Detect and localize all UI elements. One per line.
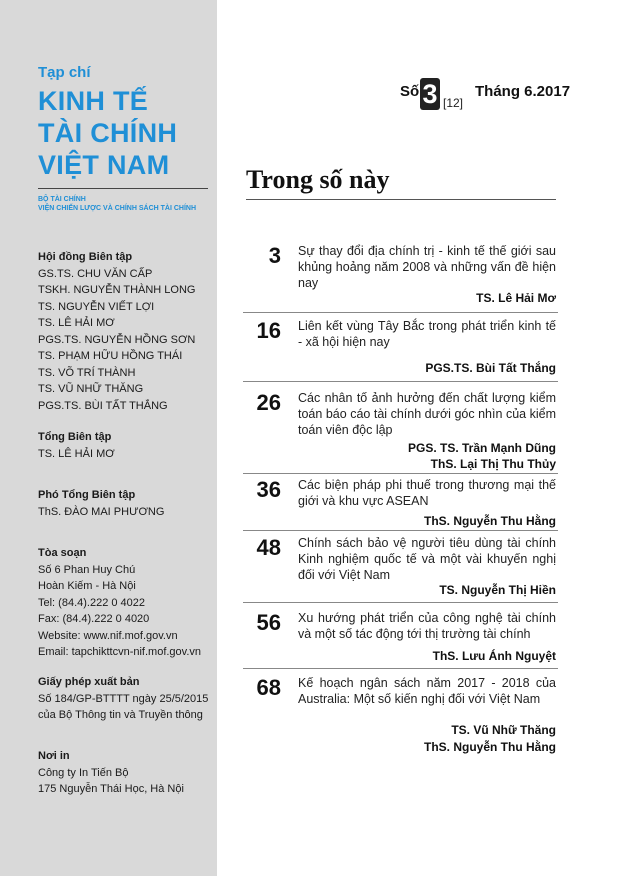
license-line: của Bộ Thông tin và Truyền thông bbox=[38, 709, 203, 721]
toc-author: PGS. TS. Trần Mạnh Dũng bbox=[407, 441, 556, 455]
toc-page-number: 36 bbox=[256, 477, 281, 502]
org-institute: VIỆN CHIẾN LƯỢC VÀ CHÍNH SÁCH TÀI CHÍNH bbox=[38, 205, 197, 212]
board-member: TS. PHẠM HỮU HỒNG THÁI bbox=[38, 350, 183, 362]
toc-author: ThS. Lưu Ánh Nguyệt bbox=[432, 649, 556, 663]
board-member: GS.TS. CHU VĂN CẤP bbox=[38, 267, 153, 280]
toc-separator bbox=[243, 312, 558, 313]
brand-divider bbox=[38, 188, 208, 189]
license-line: Số 184/GP-BTTTT ngày 25/5/2015 bbox=[38, 692, 209, 705]
publishing-license bbox=[38, 674, 208, 724]
toc-author: ThS. Nguyễn Thu Hằng bbox=[424, 514, 556, 528]
editor-heading: Tổng Biên tập bbox=[38, 431, 112, 443]
printer-heading: Nơi in bbox=[38, 750, 70, 762]
toc-article-title[interactable]: Kế hoạch ngân sách năm 2017 - 2018 của Australia: Một số kiến nghị đối với Việt Nam bbox=[298, 676, 556, 706]
office-line: Tel: (84.4).222 0 4022 bbox=[38, 596, 146, 609]
printer-line: 175 Nguyễn Thái Học, Hà Nội bbox=[38, 783, 184, 795]
office-line: Hoàn Kiếm - Hà Nội bbox=[38, 580, 136, 592]
toc-author: TS. Nguyễn Thị Hiền bbox=[439, 583, 556, 597]
editor-in-chief bbox=[38, 429, 115, 462]
brand-line-2: TÀI CHÍNH bbox=[38, 118, 178, 148]
board-member: PGS.TS. BÙI TẤT THẮNG bbox=[38, 399, 168, 412]
brand-tapchi: Tạp chí bbox=[38, 64, 91, 81]
editorial-board-heading: Hội đồng Biên tập bbox=[38, 251, 133, 263]
toc-article-title[interactable]: Chính sách bảo vệ người tiêu dùng tài chính Kinh nghiệm quốc tế và một vài khuyến nghị đối với Việt Nam bbox=[298, 536, 556, 582]
office-line: Số 6 Phan Huy Chú bbox=[38, 563, 136, 576]
issue-number: 3 bbox=[420, 78, 440, 110]
toc-page-number: 3 bbox=[268, 243, 281, 268]
toc-author: TS. Lê Hải Mơ bbox=[476, 291, 556, 305]
deputy-name: ThS. ĐÀO MAI PHƯƠNG bbox=[38, 505, 165, 518]
toc-page-number: 16 bbox=[256, 318, 281, 343]
issue-info bbox=[400, 78, 570, 118]
toc-page-number: 56 bbox=[256, 610, 281, 635]
toc-separator bbox=[243, 668, 558, 669]
toc-page-number: 26 bbox=[256, 390, 281, 415]
editorial-board bbox=[38, 249, 196, 414]
board-member: TS. VŨ NHỮ THĂNG bbox=[38, 383, 144, 395]
toc-separator bbox=[243, 381, 558, 382]
toc-divider bbox=[246, 199, 556, 200]
issue-label: Số bbox=[400, 83, 420, 100]
toc-article-title[interactable]: Xu hướng phát triển của công nghệ tài chính và một số tác động tới thị trường tài chính bbox=[298, 611, 556, 641]
brand-line-1: KINH TẾ bbox=[38, 86, 149, 116]
board-member: PGS.TS. NGUYỄN HỒNG SƠN bbox=[38, 333, 196, 346]
toc-article-title[interactable]: Các biện pháp phi thuế trong thương mại thế giới và khu vực ASEAN bbox=[298, 478, 556, 508]
issue-month: Tháng 6.2017 bbox=[475, 83, 571, 100]
board-member: TS. LÊ HẢI MƠ bbox=[38, 317, 115, 329]
license-heading: Giấy phép xuất bản bbox=[38, 676, 140, 688]
board-member: TS. VÕ TRÍ THÀNH bbox=[38, 366, 136, 379]
board-member: TSKH. NGUYỄN THÀNH LONG bbox=[38, 284, 196, 296]
deputy-heading: Phó Tổng Biên tập bbox=[38, 489, 136, 501]
office-heading: Tòa soạn bbox=[38, 547, 87, 559]
toc-separator bbox=[243, 473, 558, 474]
toc-author: TS. Vũ Nhữ Thăng bbox=[451, 723, 556, 737]
issue-subnumber: [12] bbox=[443, 96, 464, 110]
toc-article-title[interactable]: Liên kết vùng Tây Bắc trong phát triển kinh tế - xã hội hiện nay bbox=[298, 319, 556, 349]
brand-line-3: VIỆT NAM bbox=[38, 150, 170, 180]
org-ministry: BỘ TÀI CHÍNH bbox=[38, 196, 86, 203]
printer bbox=[38, 748, 184, 798]
printer-line: Công ty In Tiến Bộ bbox=[38, 766, 129, 779]
toc-separator bbox=[243, 530, 558, 531]
office-line: Fax: (84.4).222 0 4020 bbox=[38, 613, 150, 625]
toc-article-title[interactable]: Các nhân tố ảnh hưởng đến chất lượng kiểm toán báo cáo tài chính dưới góc nhìn của kiểm toán viên độc lập bbox=[298, 391, 556, 437]
toc-page-number: 68 bbox=[256, 675, 281, 700]
toc-page-number: 48 bbox=[256, 535, 281, 560]
sidebar bbox=[0, 0, 217, 876]
office-line: Email: tapchikttcvn-nif.mof.gov.vn bbox=[38, 646, 202, 658]
editor-name: TS. LÊ HẢI MƠ bbox=[38, 447, 115, 460]
toc-author: ThS. Nguyễn Thu Hằng bbox=[424, 740, 556, 754]
toc-title: Trong số này bbox=[246, 165, 390, 194]
toc-author: ThS. Lại Thị Thu Thủy bbox=[430, 457, 556, 471]
deputy-editor bbox=[38, 487, 164, 520]
board-member: TS. NGUYỄN VIẾT LỢI bbox=[38, 300, 155, 313]
toc-article-title[interactable]: Sự thay đổi địa chính trị - kinh tế thế giới sau khủng hoảng năm 2008 và những vấn đề hiện nay bbox=[298, 244, 556, 290]
toc-author: PGS.TS. Bùi Tất Thắng bbox=[425, 361, 556, 375]
office bbox=[38, 545, 201, 661]
toc-separator bbox=[243, 602, 558, 603]
office-line: Website: www.nif.mof.gov.vn bbox=[38, 629, 178, 642]
